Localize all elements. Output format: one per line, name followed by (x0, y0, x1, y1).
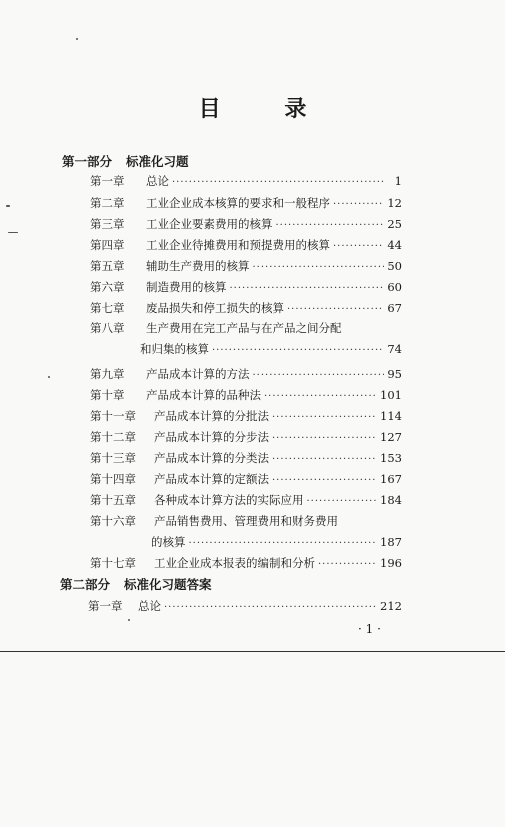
page-ref: 1 (394, 174, 402, 188)
toc-entry[interactable] (90, 429, 402, 445)
leader-dots (164, 602, 377, 613)
leader-dots (272, 475, 377, 486)
chapter-number: 第十二章 (90, 430, 136, 444)
chapter-title: 工业企业成本核算的要求和一般程序 (146, 196, 330, 210)
toc-entry[interactable] (90, 492, 402, 508)
chapter-title: 总论 (146, 174, 169, 188)
toc-entry[interactable] (90, 555, 402, 571)
leader-dots (318, 559, 377, 570)
chapter-number: 第一章 (90, 174, 125, 188)
toc-entry[interactable] (90, 216, 402, 232)
leader-dots (230, 283, 385, 294)
page-ref: 95 (387, 367, 402, 381)
chapter-number: 第十五章 (90, 493, 136, 507)
leader-dots (253, 262, 385, 273)
chapter-number: 第六章 (90, 280, 125, 294)
leader-dots (253, 370, 385, 381)
toc-entry[interactable] (90, 300, 402, 316)
toc-entry[interactable] (88, 598, 402, 614)
chapter-title: 产品成本计算的定额法 (154, 472, 269, 486)
page-ref: 67 (387, 301, 402, 315)
toc-entry[interactable] (90, 366, 402, 382)
chapter-title: 产品成本计算的分类法 (154, 451, 269, 465)
chapter-title-continued: 的核算 (151, 535, 186, 549)
toc-entry[interactable] (90, 237, 402, 253)
page-ref: 187 (380, 535, 402, 549)
toc-entry[interactable] (90, 513, 402, 529)
chapter-number: 第十四章 (90, 472, 136, 486)
scan-speck (76, 38, 78, 40)
page-title: 目 录 (198, 96, 335, 122)
chapter-number: 第十一章 (90, 409, 136, 423)
chapter-number: 第八章 (90, 321, 125, 335)
toc-entry[interactable] (90, 408, 402, 424)
part-label: 第一部分 (62, 154, 113, 169)
page-ref: 60 (387, 280, 402, 294)
leader-dots (333, 199, 384, 210)
chapter-title: 生产费用在完工产品与在产品之间分配 (146, 321, 342, 335)
toc-entry[interactable] (90, 195, 402, 211)
page-ref: 101 (380, 388, 402, 402)
page-ref: 25 (387, 217, 402, 231)
toc-entry[interactable] (90, 471, 402, 487)
leader-dots (287, 304, 384, 315)
scan-speck (6, 205, 10, 207)
page-ref: 44 (387, 238, 402, 252)
page-ref: 184 (380, 493, 402, 507)
page-ref: 114 (380, 409, 402, 423)
chapter-number: 第一章 (88, 599, 123, 613)
leader-dots (212, 345, 384, 356)
leader-dots (172, 177, 385, 188)
leader-dots (276, 220, 385, 231)
scan-speck (128, 619, 130, 621)
page-ref: 74 (387, 342, 402, 356)
page-ref: 153 (380, 451, 402, 465)
chapter-title: 总论 (138, 599, 161, 613)
toc-entry[interactable] (90, 387, 402, 403)
chapter-number: 第十六章 (90, 514, 136, 528)
page-ref: 167 (380, 472, 402, 486)
leader-dots (272, 454, 377, 465)
scan-speck (8, 232, 18, 233)
page-ref: 196 (380, 556, 402, 570)
chapter-title: 产品成本计算的品种法 (146, 388, 261, 402)
part-heading-1 (62, 152, 189, 170)
chapter-title: 产品成本计算的分步法 (154, 430, 269, 444)
toc-entry[interactable] (90, 450, 402, 466)
leader-dots (272, 433, 377, 444)
leader-dots (272, 412, 377, 423)
part-name: 标准化习题答案 (124, 577, 212, 592)
leader-dots (189, 538, 378, 549)
chapter-number: 第四章 (90, 238, 125, 252)
chapter-title: 辅助生产费用的核算 (146, 259, 250, 273)
chapter-title: 产品成本计算的方法 (146, 367, 250, 381)
page-ref: 212 (380, 599, 402, 613)
page-ref: 127 (380, 430, 402, 444)
chapter-number: 第三章 (90, 217, 125, 231)
chapter-number: 第十七章 (90, 556, 136, 570)
part-heading-2 (60, 575, 212, 593)
chapter-number: 第二章 (90, 196, 125, 210)
chapter-number: 第十章 (90, 388, 125, 402)
chapter-title: 各种成本计算方法的实际应用 (154, 493, 304, 507)
leader-dots (307, 496, 378, 507)
chapter-title: 工业企业待摊费用和预提费用的核算 (146, 238, 330, 252)
chapter-title-continued: 和归集的核算 (140, 342, 209, 356)
chapter-title: 工业企业要素费用的核算 (146, 217, 273, 231)
toc-entry[interactable] (90, 173, 402, 189)
toc-entry-continued[interactable] (140, 341, 402, 357)
chapter-title: 产品销售费用、管理费用和财务费用 (154, 514, 338, 528)
toc-entry[interactable] (90, 258, 402, 274)
chapter-number: 第五章 (90, 259, 125, 273)
chapter-number: 第七章 (90, 301, 125, 315)
footer-rule (0, 651, 505, 652)
toc-entry[interactable] (90, 279, 402, 295)
chapter-title: 制造费用的核算 (146, 280, 227, 294)
leader-dots (333, 241, 384, 252)
page-ref: 50 (387, 259, 402, 273)
chapter-title: 废品损失和停工损失的核算 (146, 301, 284, 315)
chapter-title: 产品成本计算的分批法 (154, 409, 269, 423)
chapter-number: 第九章 (90, 367, 125, 381)
chapter-number: 第十三章 (90, 451, 136, 465)
page-number: · 1 · (358, 622, 381, 636)
toc-entry-continued[interactable] (151, 534, 402, 550)
part-name: 标准化习题 (126, 154, 189, 169)
chapter-title: 工业企业成本报表的编制和分析 (154, 556, 315, 570)
page-ref: 12 (387, 196, 402, 210)
toc-entry[interactable] (90, 320, 402, 336)
leader-dots (264, 391, 377, 402)
part-label: 第二部分 (60, 577, 111, 592)
scan-speck (48, 376, 50, 378)
